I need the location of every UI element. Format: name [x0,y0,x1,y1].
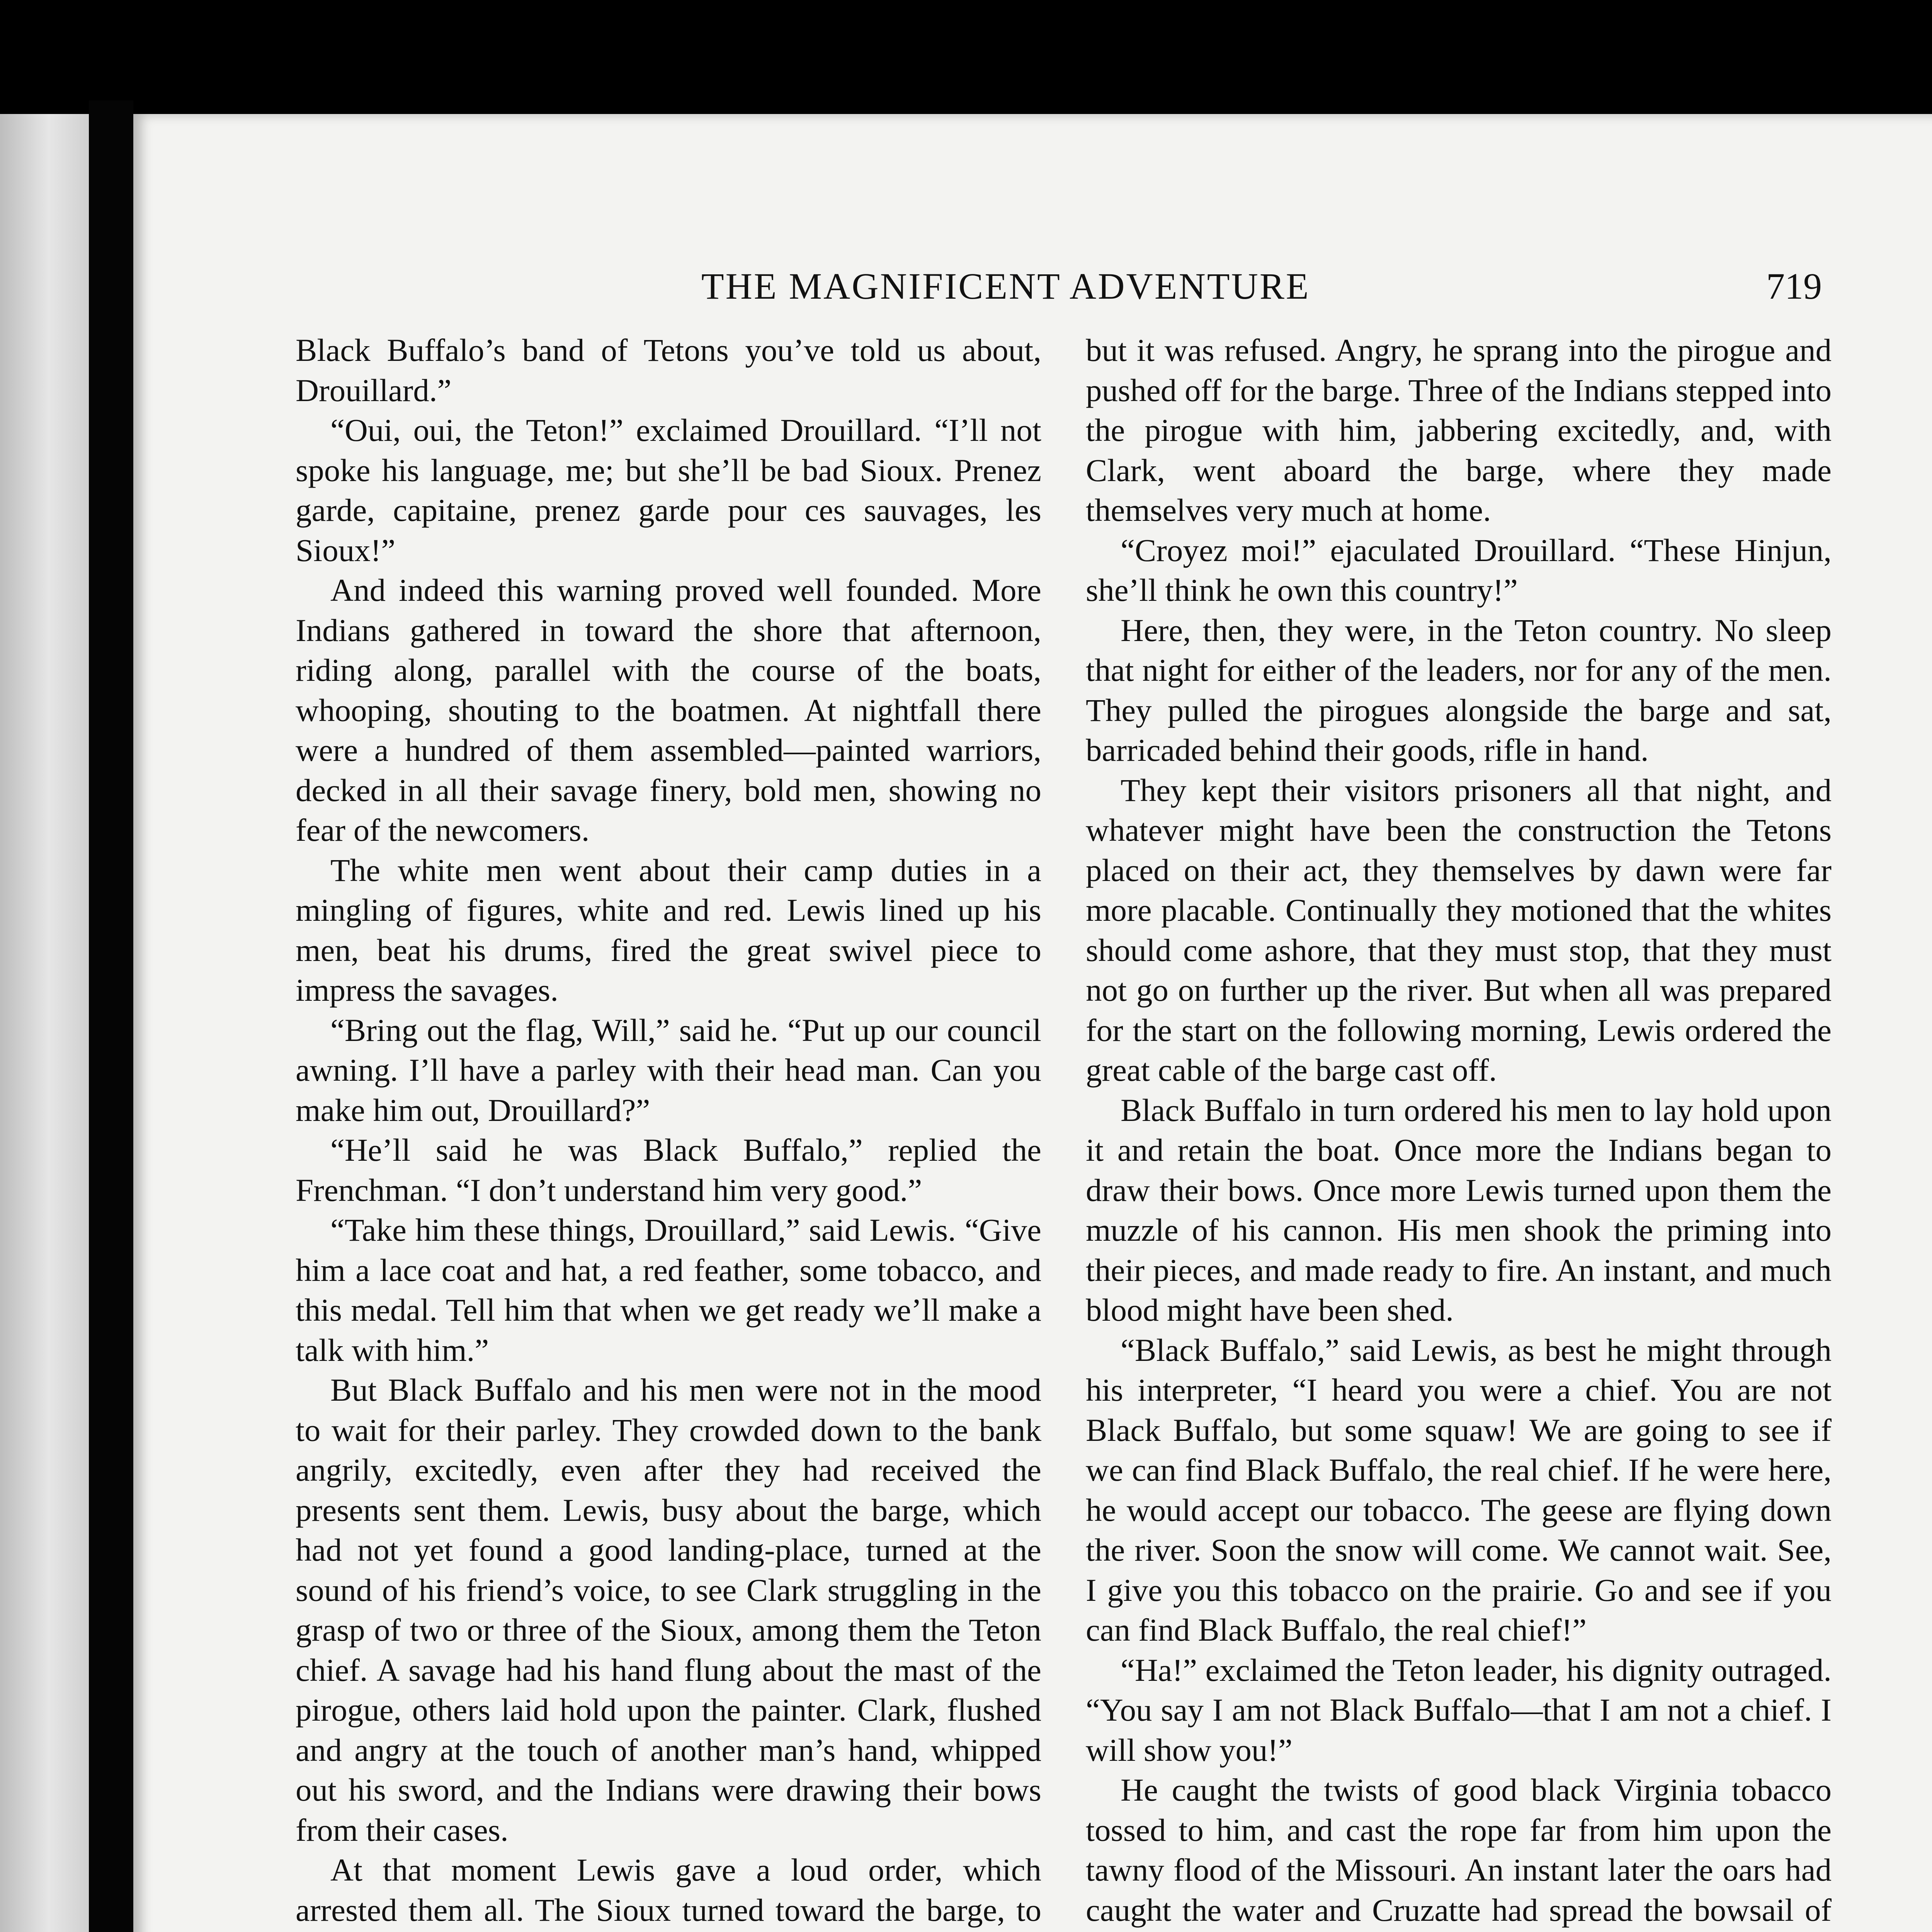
running-head [133,265,1932,311]
text-column-right [1086,330,1832,1932]
paragraph: “He’ll said he was Black Buffalo,” replied the Frenchman. “I don’t understand him very good.” [296,1132,1041,1208]
paragraph: They kept their visitors prisoners all that night, and whatever might have been the construction the Tetons placed on their act, they themselves by dawn were far more placable. Continually they motioned that the whites should come ashore, that they must stop, that they must not go on further up the river. But when all was prepared for the start on the following morning, Lewis ordered the great cable of the barge cast off. [1086,772,1832,1088]
facing-page-edge [0,114,89,1932]
book-page [133,114,1932,1932]
paragraph: At that moment Lewis gave a loud order, which arrested them all. The Sioux turned toward the barge, to [296,1852,1041,1928]
paragraph: “Ha!” exclaimed the Teton leader, his dignity outraged. “You say I am not Black Buffalo—that I am not a chief. I will show you!” [1086,1652,1832,1768]
paragraph: The white men went about their camp duties in a mingling of figures, white and red. Lewis lined up his men, beat his drums, fired the great swivel piece to impress the savages. [296,852,1041,1008]
paragraph: Black Buffalo’s band of Tetons you’ve told us about, Drouillard.” [296,332,1041,408]
running-title: THE MAGNIFICENT ADVENTURE [701,265,1310,307]
paragraph: But Black Buffalo and his men were not in the mood to wait for their parley. They crowded down to the bank angrily, excitedly, even after they had received the presents sent them. Lewis, busy about the barge, which had not yet found a good landing-place, turned at the sound of his friend’s voice, to see Clark struggling in the grasp of two or three of the Sioux, among them the Teton chief. A savage had his hand flung about the mast of the pirogue, others laid hold upon the painter. Clark, flushed and angry at the touch of another man’s hand, whipped out his sword, and the Indians were drawing their bows from their cases. [296,1372,1041,1848]
text-column-left [296,330,1041,1932]
paragraph: He caught the twists of good black Virginia tobacco tossed to him, and cast the rope far from him upon the tawny flood of the Missouri. An instant later the oars had caught the water and Cruzatte had spread the bowsail of [1086,1772,1832,1928]
paragraph: but it was refused. Angry, he sprang into the pirogue and pushed off for the barge. Three of the Indians stepped into the pirogue with him, jabbering excitedly, and, with Clark, went aboard the barge, where they made themselves very much at home. [1086,332,1832,528]
paragraph: “Black Buffalo,” said Lewis, as best he might through his interpreter, “I heard you were a chief. You are not Black Buffalo, but some squaw! We are going to see if we can find Black Buffalo, the real chief. If he were here, he would accept our tobacco. The geese are flying down the river. Soon the snow will come. We cannot wait. See, I give you this tobacco on the prairie. Go and see if you can find Black Buffalo, the real chief!” [1086,1332,1832,1648]
paragraph: Here, then, they were, in the Teton country. No sleep that night for either of the leaders, nor for any of the men. They pulled the pirogues alongside the barge and sat, barricaded behind their goods, rifle in hand. [1086,612,1832,768]
paragraph: And indeed this warning proved well founded. More Indians gathered in toward the shore that afternoon, riding along, parallel with the course of the boats, whooping, shouting to the boatmen. At nightfall there were a hundred of them assembled—painted warriors, decked in all their savage finery, bold men, showing no fear of the newcomers. [296,572,1041,848]
paragraph: “Oui, oui, the Teton!” exclaimed Drouillard. “I’ll not spoke his language, me; but she’ll be bad Sioux. Prenez garde, capitaine, prenez garde pour ces sauvages, les Sioux!” [296,412,1041,568]
paragraph: Black Buffalo in turn ordered his men to lay hold upon it and retain the boat. Once more the Indians began to draw their bows. Once more Lewis turned upon them the muzzle of his cannon. His men shook the priming into their pieces, and made ready to fire. An instant, and much blood might have been shed. [1086,1092,1832,1328]
paragraph: “Take him these things, Drouillard,” said Lewis. “Give him a lace coat and hat, a red feather, some tobacco, and this medal. Tell him that when we get ready we’ll make a talk with him.” [296,1212,1041,1368]
book-gutter [89,100,133,1932]
page-number: 719 [1766,265,1822,307]
paragraph: “Croyez moi!” ejaculated Drouillard. “These Hinjun, she’ll think he own this country!” [1086,532,1832,608]
paragraph: “Bring out the flag, Will,” said he. “Put up our council awning. I’ll have a parley with their head man. Can you make him out, Drouillard?” [296,1012,1041,1128]
